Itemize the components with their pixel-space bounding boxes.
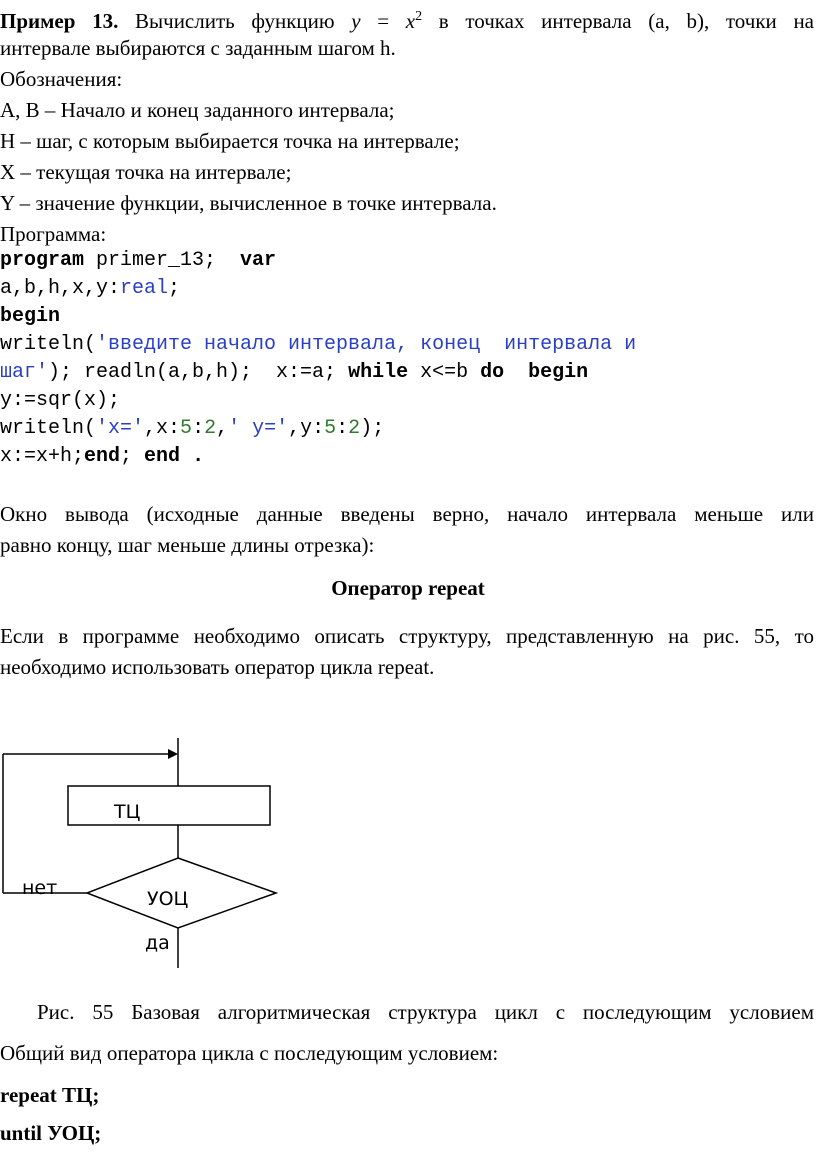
example-task-text-2: в точках интервала (a, b), точки на <box>438 9 814 33</box>
code-line-8 <box>0 444 204 470</box>
formula-y: y <box>351 9 361 33</box>
keyword: var <box>240 249 277 272</box>
program-heading: Программа: <box>0 222 107 246</box>
example-title: Пример 13. <box>0 9 119 33</box>
repeat-intro-line-2: необходимо использовать оператор цикла repeat. <box>0 655 435 679</box>
string-literal: 'x=' <box>96 417 145 440</box>
keyword: program <box>0 249 85 272</box>
number-literal: 2 <box>348 417 361 440</box>
code-line-6: y:=sqr(x); <box>0 389 121 412</box>
code-text: writeln( <box>0 417 97 440</box>
code-text: : <box>336 417 349 440</box>
output-text-line-1: Окно вывода (исходные данные введены верно, начало интервала меньше или <box>0 502 814 526</box>
number-literal: 5 <box>324 417 337 440</box>
code-text: x:=x+h; <box>0 445 85 468</box>
keyword: end <box>144 445 181 468</box>
code-text: ,y: <box>288 417 325 440</box>
example-intro-line-2: интервале выбираются с заданным шагом h. <box>0 36 396 60</box>
notation-item: Н – шаг, с которым выбирается точка на интервале; <box>0 129 460 153</box>
no-label: нет <box>22 877 58 899</box>
code-line-5 <box>0 360 588 386</box>
code-text: ; <box>120 445 145 468</box>
notation-heading: Обозначения: <box>0 67 123 91</box>
code-text <box>504 361 528 384</box>
code-line-7 <box>0 416 384 442</box>
code-text: . <box>180 445 205 468</box>
notation-item: А, В – Начало и конец заданного интервала; <box>0 98 395 122</box>
syntax-line-repeat: repeat ТЦ; <box>0 1083 100 1107</box>
keyword: begin <box>528 361 589 384</box>
code-text: writeln( <box>0 333 97 356</box>
yes-label: да <box>145 932 170 954</box>
code-line-3 <box>0 304 60 330</box>
syntax-line-until: until УОЦ; <box>0 1121 102 1145</box>
repeat-intro-line-1: Если в программе необходимо описать структуру, представленную на рис. 55, то <box>0 624 814 648</box>
code-text: , <box>216 417 229 440</box>
repeat-flowchart <box>0 730 300 975</box>
formula-exponent: 2 <box>415 9 423 24</box>
keyword: end <box>84 445 121 468</box>
keyword: begin <box>0 305 61 328</box>
output-text-line-2: равно концу, шаг меньше длины отрезка): <box>0 533 375 557</box>
example-intro-line-1 <box>0 4 814 34</box>
code-text: ); readln(a,b,h); x:=a; <box>48 361 349 384</box>
keyword: do <box>480 361 505 384</box>
code-text: x<=b <box>408 361 481 384</box>
figure-caption: Рис. 55 Базовая алгоритмическая структура цикл с последующим условием <box>37 1000 814 1024</box>
loop-body-box <box>68 786 270 825</box>
section-title: Оператор repeat <box>331 576 485 600</box>
code-text: a,b,h,x,y: <box>0 277 121 300</box>
notation-item: Х – текущая точка на интервале; <box>0 160 292 184</box>
arrow-head-icon <box>168 749 178 759</box>
string-literal: шаг' <box>0 361 49 384</box>
condition-label: УОЦ <box>147 888 189 910</box>
code-text: ; <box>168 277 181 300</box>
formula-equals: = <box>377 9 390 33</box>
general-form-text: Общий вид оператора цикла с последующим условием: <box>0 1041 499 1065</box>
code-line-2 <box>0 276 180 302</box>
code-text: primer_13; <box>84 249 241 272</box>
code-text: ,x: <box>144 417 181 440</box>
number-literal: 2 <box>204 417 217 440</box>
keyword: while <box>348 361 409 384</box>
string-literal: 'введите начало интервала, конец интервала и <box>96 333 637 356</box>
code-text: : <box>192 417 205 440</box>
example-task-text: Вычислить функцию <box>135 9 335 33</box>
notation-item: Y – значение функции, вычисленное в точке интервала. <box>0 191 497 215</box>
number-literal: 5 <box>180 417 193 440</box>
type-name: real <box>120 277 169 300</box>
string-literal: ' y=' <box>228 417 289 440</box>
code-line-4 <box>0 332 636 358</box>
loop-body-label: ТЦ <box>114 801 141 823</box>
code-text: ); <box>360 417 385 440</box>
formula-x: x <box>405 9 416 33</box>
formula <box>351 9 422 33</box>
code-line-1 <box>0 248 276 274</box>
